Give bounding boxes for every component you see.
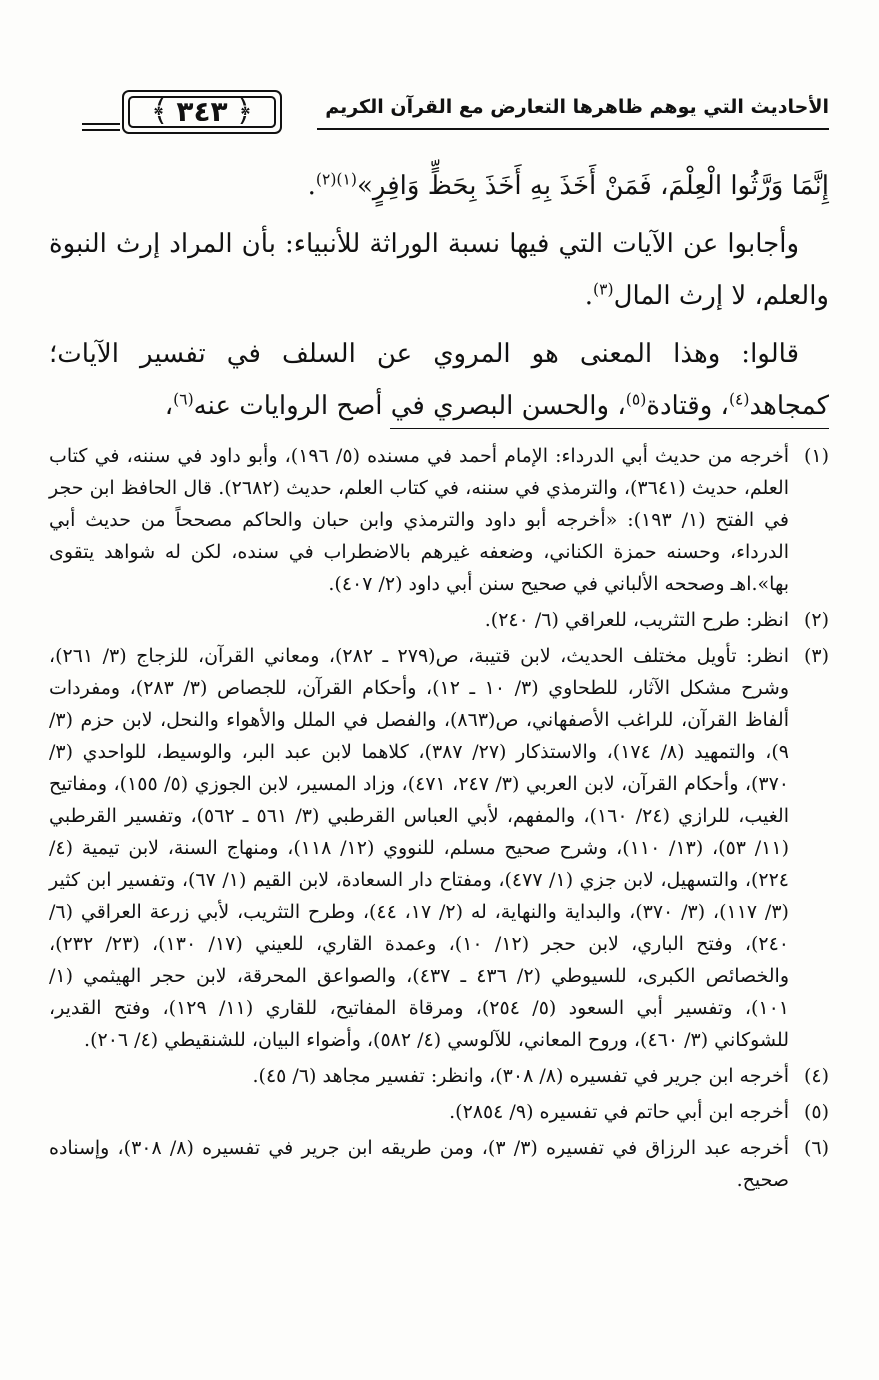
page-header <box>82 88 829 146</box>
ornament-bracket-left: ﴾ <box>150 94 169 129</box>
main-text <box>49 160 829 438</box>
paragraph-answer: وأجابوا عن الآيات التي فيها نسبة الوراثة للأنبياء: بأن المراد إرث النبوة والعلم، لا إرث المال$^{(٣)}$. <box>49 229 829 311</box>
header-rule-left-top <box>82 123 120 125</box>
footnote-number: (٢) <box>803 609 829 631</box>
header-rule-left-bottom <box>82 129 120 131</box>
footnote-ref: (٤) <box>728 390 750 409</box>
footnote-ref: (٣) <box>593 280 614 299</box>
footnotes <box>49 440 829 1200</box>
footnote-number: (٤) <box>803 1065 829 1087</box>
footnote-3 <box>49 640 829 1056</box>
footnote-text: أخرجه ابن جرير في تفسيره (٨/ ٣٠٨)، وانظر: تفسير مجاهد (٦/ ٤٥). <box>252 1065 789 1087</box>
footnote-number: (٥) <box>803 1101 829 1123</box>
paragraph-hadith-quote: إِنَّمَا وَرَّثُوا الْعِلْمَ، فَمَنْ أَخَذَ بِهِ أَخَذَ بِحَظٍّ وَافِرٍ»$^{(١)(٢)}$. <box>307 170 829 201</box>
page-number: ٣٤٣ <box>176 95 228 128</box>
footnote-number: (١) <box>803 445 829 467</box>
footnote-2 <box>49 604 829 636</box>
running-title: الأحاديث التي يوهم ظاهرها التعارض مع القرآن الكريم <box>325 96 829 118</box>
footnote-1 <box>49 440 829 600</box>
footnote-5 <box>49 1096 829 1128</box>
page-number-frame <box>122 90 282 134</box>
footnote-separator <box>390 428 829 429</box>
footnote-4 <box>49 1060 829 1092</box>
header-rule <box>317 128 829 130</box>
footnote-text: أخرجه ابن أبي حاتم في تفسيره (٩/ ٢٨٥٤). <box>449 1101 789 1123</box>
footnote-text: أخرجه عبد الرزاق في تفسيره (٣/ ٣)، ومن طريقه ابن جرير في تفسيره (٨/ ٣٠٨)، وإسناده صحيح. <box>49 1137 789 1191</box>
footnote-number: (٦) <box>803 1137 829 1159</box>
footnote-number: (٣) <box>803 645 829 667</box>
footnote-text: انظر: طرح التثريب، للعراقي (٦/ ٢٤٠). <box>484 609 789 631</box>
footnote-text: أخرجه من حديث أبي الدرداء: الإمام أحمد في مسنده (٥/ ١٩٦)، وأبو داود في سننه، في كتاب العلم، حديث (٣٦٤١)، والترمذي في سننه، في كتاب العلم، حديث (٢٦٨٢). قال الحافظ ابن حجر في الفتح (١/ ١٩٣): «أخرجه أبو داود والترمذي وابن حبان والحاكم مصححاً من حديث أبي الدرداء، وحسنه حمزة الكناني، وضعفه غيرهم بالاضطراب في سنده، لكن له شواهد يتقوى بها».اهـ وصححه الألباني في صحيح سنن أبي داود (٢/ ٤٠٧). <box>49 445 789 595</box>
footnote-ref: (١)(٢) <box>315 170 357 189</box>
ornament-bracket-right: ﴿ <box>235 94 254 129</box>
footnote-ref: (٦) <box>173 390 194 409</box>
footnote-ref: (٥) <box>625 390 647 409</box>
footnote-6 <box>49 1132 829 1196</box>
paragraph-salaf: قالوا: وهذا المعنى هو المروي عن السلف في تفسير الآيات؛ كمجاهد$^{(٤)}$، وقتادة$^{(٥)}$، والحسن البصري في أصح الروايات عنه$^{(٦)}$، <box>49 339 829 421</box>
footnote-text: انظر: تأويل مختلف الحديث، لابن قتيبة، ص(٢٧٩ ـ ٢٨٢)، ومعاني القرآن، للزجاج (٣/ ٢٦١)، وشرح مشكل الآثار، للطحاوي (٣/ ١٠ ـ ١٢)، وأحكام القرآن، للجصاص (٣/ ٢٨٣)، ومفردات ألفاظ القرآن، للراغب الأصفهاني، ص(٨٦٣)، والفصل في الملل والأهواء والنحل، لابن حزم (٣/ ٩)، والتمهيد (٨/ ١٧٤)، والاستذكار (٢٧/ ٣٨٧)، كلاهما لابن عبد البر، والوسيط، للواحدي (٣/ ٣٧٠)، وأحكام القرآن، لابن العربي (٣/ ٢٤٧، ٤٧١)، وزاد المسير، لابن الجوزي (٥/ ١٥٥)، ومفاتيح الغيب، للرازي (٢٤/ ١٦٠)، والمفهم، لأبي العباس القرطبي (٣/ ٥٦١ ـ ٥٦٢)، وتفسير القرطبي (١١/ ٥٣)، (١٣/ ١١٠)، وشرح صحيح مسلم، للنووي (١٢/ ١١٨)، ومنهاج السنة، لابن تيمية (٤/ ٢٢٤)، والتسهيل، لابن جزي (١/ ٤٧٧)، ومفتاح دار السعادة، لابن القيم (١/ ٦٧)، وتفسير ابن كثير (٣/ ١١٧)، (٣/ ٣٧٠)، والبداية والنهاية، له (٢/ ١٧، ٤٤)، وطرح التثريب، لأبي زرعة العراقي (٦/ ٢٤٠)، وفتح الباري، لابن حجر (١٢/ ١٠)، وعمدة القاري، للعيني (١٧/ ١٣٠)، (٢٣/ ٢٣٢)، والخصائص الكبرى، للسيوطي (٢/ ٤٣٦ ـ ٤٣٧)، والصواعق المحرقة، لابن حجر الهيثمي (١/ ١٠١)، وتفسير أبي السعود (٥/ ٢٥٤)، ومرقاة المفاتيح، للقاري (١١/ ١٢٩)، وفتح القدير، للشوكاني (٣/ ٤٦٠)، وروح المعاني، للآلوسي (٤/ ٥٨٢)، وأضواء البيان، للشنقيطي (٤/ ٢٠٦). <box>49 645 790 1051</box>
